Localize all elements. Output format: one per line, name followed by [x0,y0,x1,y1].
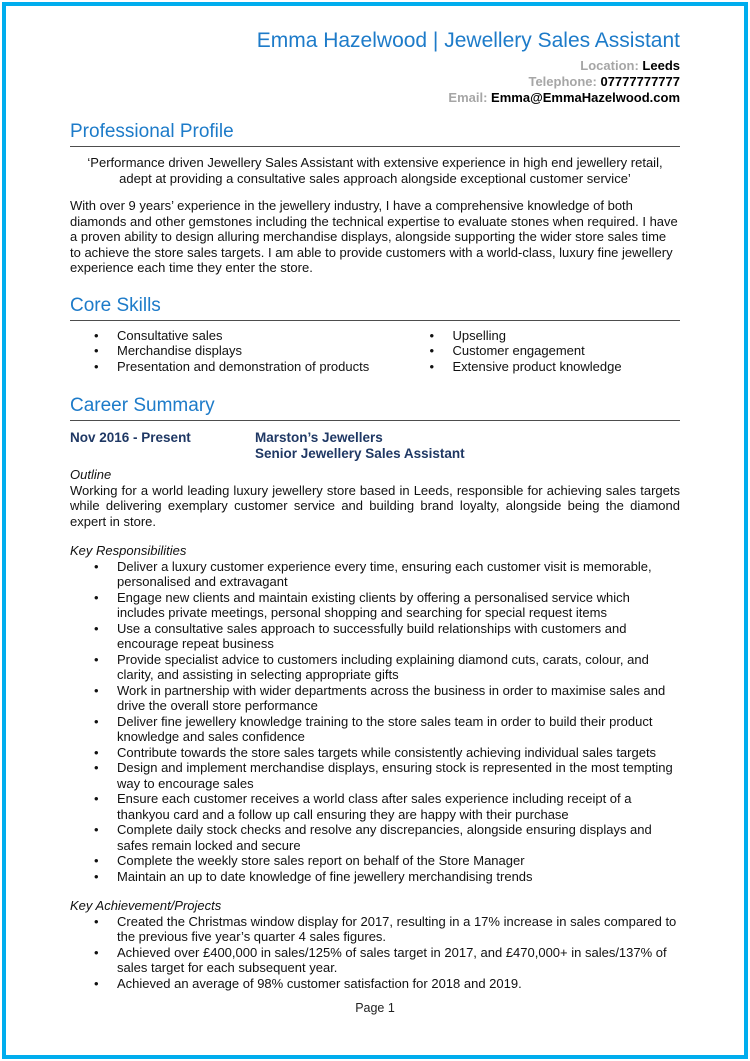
contact-value: Leeds [642,58,680,73]
skill-item: • Upselling [406,328,681,344]
contact-label: Email: [448,90,488,105]
responsibility-item: • Deliver fine jewellery knowledge training to the store sales team in order to build their product knowledge and sales confidence [70,714,680,745]
responsibility-item: • Work in partnership with wider departments across the business in order to maximise sales and drive the overall store performance [70,683,680,714]
page-footer [0,1001,750,1015]
responsibility-item: • Ensure each customer receives a world class after sales experience including receipt of a thankyou card and a follow up call ensuring they are happy with their purchase [70,791,680,822]
key-achievements-list [70,914,680,992]
section-core-skills [70,294,680,375]
skill-item: • Customer engagement [406,343,681,359]
skill-item: • Merchandise displays [70,343,406,359]
skill-item: • Presentation and demonstration of products [70,359,406,375]
contact-line [70,90,680,106]
page-number: Page 1 [355,1001,395,1015]
key-responsibilities-label: Key Responsibilities [70,543,187,558]
responsibility-item: • Complete the weekly store sales report on behalf of the Store Manager [70,853,680,869]
outline-label: Outline [70,467,112,482]
responsibility-item: • Deliver a luxury customer experience every time, ensuring each customer visit is memorable, personalised and extravagant [70,559,680,590]
contact-line [70,58,680,74]
section-professional-profile [70,120,680,276]
contact-line [70,74,680,90]
skill-item: • Consultative sales [70,328,406,344]
responsibility-item: • Provide specialist advice to customers including explaining diamond cuts, carats, colour, and clarity, and assisting in selecting appropriate gifts [70,652,680,683]
page-title: Emma Hazelwood | Jewellery Sales Assistant [256,29,680,52]
contact-value: Emma@EmmaHazelwood.com [491,90,680,105]
header [70,28,680,106]
section-heading-core-skills: Core Skills [70,294,680,321]
responsibility-item: • Use a consultative sales approach to successfully build relationships with customers and encourage repeat business [70,621,680,652]
responsibility-item: • Design and implement merchandise displays, ensuring stock is represented in the most tempting way to encourage sales [70,760,680,791]
responsibility-item: • Complete daily stock checks and resolve any discrepancies, alongside ensuring displays and safes remain locked and secure [70,822,680,853]
core-skills-right-list [406,328,681,375]
job-company: Marston’s Jewellers [255,430,383,445]
responsibility-item: • Maintain an up to date knowledge of fine jewellery merchandising trends [70,869,680,885]
job-title: Senior Jewellery Sales Assistant [255,446,465,461]
profile-quote: ‘Performance driven Jewellery Sales Assistant with extensive experience in high end jewellery retail, adept at providing a consultative sales approach alongside exceptional customer service’ [87,155,663,186]
responsibility-item: • Contribute towards the store sales targets while consistently achieving individual sales targets [70,745,680,761]
job-dates: Nov 2016 - Present [70,430,191,445]
outline-text: Working for a world leading luxury jewellery store based in Leeds, responsible for achieving sales targets while delivering exemplary customer service and building brand loyalty, alongside being the diamond expert in store. [70,482,680,529]
contact-label: Telephone: [528,74,597,89]
core-skills-columns [70,328,680,375]
key-responsibilities-list [70,559,680,885]
section-career-summary [70,394,680,991]
skill-item: • Extensive product knowledge [406,359,681,375]
cv-page [6,6,744,1055]
contact-value: 07777777777 [600,74,680,89]
contact-label: Location: [580,58,639,73]
responsibility-item: • Engage new clients and maintain existing clients by offering a personalised service which includes private meetings, personal shopping and searching for special request items [70,590,680,621]
key-achievements-label: Key Achievement/Projects [70,898,222,913]
core-skills-left-list [70,328,406,375]
achievement-item: • Achieved an average of 98% customer satisfaction for 2018 and 2019. [70,976,680,992]
job-header [70,430,680,462]
profile-summary: With over 9 years’ experience in the jewellery industry, I have a comprehensive knowledge of both diamonds and other gemstones including the technical expertise to evaluate stones when required. I have a proven ability to design alluring merchandise displays, alongside supporting the wider store sales time to achieve the store sales targets. I am able to provide customers with a world-class, luxury fine jewellery experience each time they enter the store. [70,198,678,275]
achievement-item: • Achieved over £400,000 in sales/125% of sales target in 2017, and £470,000+ in sales/137% of sales target for each subsequent year. [70,945,680,976]
job-employer-role [255,430,680,462]
section-heading-professional-profile: Professional Profile [70,120,680,147]
contact-info [70,58,680,106]
achievement-item: • Created the Christmas window display for 2017, resulting in a 17% increase in sales compared to the previous five year’s quarter 4 sales figures. [70,914,680,945]
section-heading-career-summary: Career Summary [70,394,680,421]
